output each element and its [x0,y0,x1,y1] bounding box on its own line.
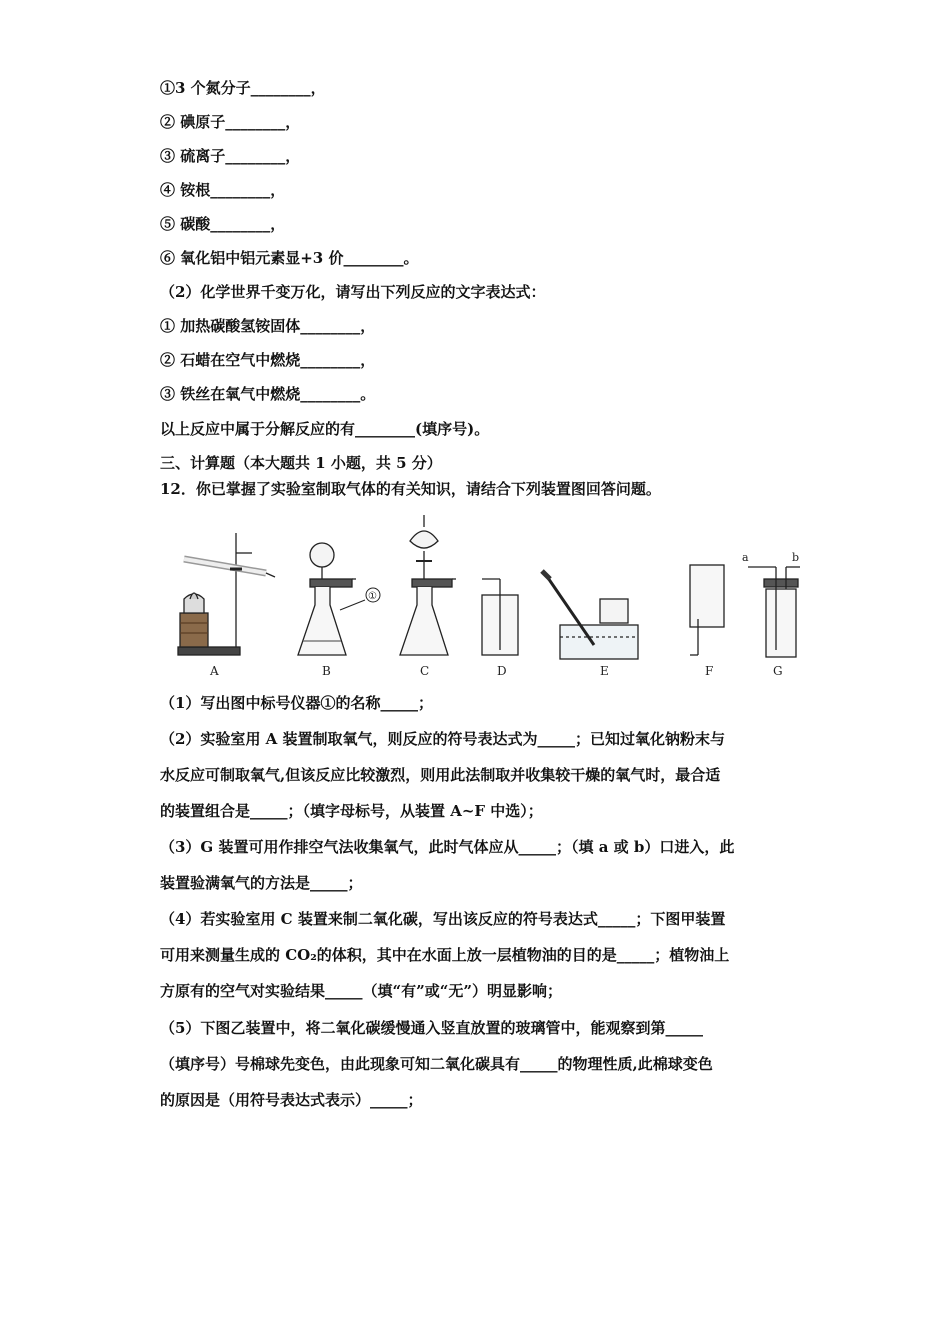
port-b-label: b [792,551,800,564]
q12-part-1: （1）写出图中标号仪器①的名称_____； [160,694,433,712]
label-a: A [210,664,219,678]
item-sulfur-ion: ③ 硫离子________， [160,147,301,165]
label-g: G [773,664,783,678]
q12-part-4-line-3: 方原有的空气对实验结果_____（填“有”或“无”）明显影响； [160,982,563,1000]
item-nitrogen-molecules: ①3 个氮分子________， [160,79,326,97]
marker-1: ① [368,591,377,602]
item-iodine-atom: ② 碘原子________， [160,113,301,131]
question-12-intro: 12．你已掌握了实验室制取气体的有关知识，请结合下列装置图回答问题。 [160,480,661,498]
item-carbonic-acid: ⑤ 碳酸________， [160,215,286,233]
apparatus-g [748,567,800,657]
label-f: F [705,664,714,678]
apparatus-f [690,565,724,655]
q12-part-3-line-1: （3）G 装置可用作排空气法收集氧气，此时气体应从_____；（填 a 或 b）口进入，此 [160,838,735,856]
label-b: B [322,664,331,678]
q12-part-4-line-2: 可用来测量生成的 CO₂的体积，其中在水面上放一层植物油的目的是_____；植物油上 [160,946,730,964]
apparatus-d [482,579,518,655]
question-2-heading: （2）化学世界千变万化，请写出下列反应的文字表达式： [160,283,546,301]
reaction-item-2: ② 石蜡在空气中燃烧________， [160,351,376,369]
apparatus-drawing [170,515,800,685]
label-c: C [420,664,430,678]
apparatus-a [178,533,275,655]
q12-part-2-line-2: 水反应可制取氧气,但该反应比较激烈，则用此法制取并收集较干燥的氧气时，最合适 [160,766,721,784]
apparatus-figure [170,515,800,685]
reaction-item-1: ① 加热碳酸氢铵固体________， [160,317,376,335]
q12-part-3-line-2: 装置验满氧气的方法是_____； [160,874,363,892]
q12-part-2-line-1: （2）实验室用 A 装置制取氧气，则反应的符号表达式为_____；已知过氧化钠粉末与 [160,730,726,748]
apparatus-c [400,515,456,655]
item-aluminum-oxide: ⑥ 氧化铝中铝元素显+3 价________。 [160,249,419,267]
q12-part-5-line-2: （填序号）号棉球先变色，由此现象可知二氧化碳具有_____的物理性质,此棉球变色 [160,1055,713,1073]
q12-part-5-line-1: （5）下图乙装置中，将二氧化碳缓慢通入竖直放置的玻璃管中，能观察到第_____ [160,1019,703,1037]
label-d: D [497,664,507,678]
reaction-item-3: ③ 铁丝在氧气中燃烧________。 [160,385,376,403]
q12-part-5-line-3: 的原因是（用符号表达式表示）_____； [160,1091,423,1109]
section-heading: 三、计算题（本大题共 1 小题，共 5 分） [160,454,442,472]
label-e: E [600,664,609,678]
item-ammonium: ④ 铵根________， [160,181,286,199]
q12-part-2-line-3: 的装置组合是_____；（填字母标号，从装置 A~F 中选）； [160,802,543,820]
q12-part-4-line-1: （4）若实验室用 C 装置来制二氧化碳，写出该反应的符号表达式_____；下图甲装置 [160,910,726,928]
apparatus-e [542,571,638,659]
decomposition-question: 以上反应中属于分解反应的有________(填序号)。 [160,420,490,438]
port-a-label: a [742,551,749,564]
